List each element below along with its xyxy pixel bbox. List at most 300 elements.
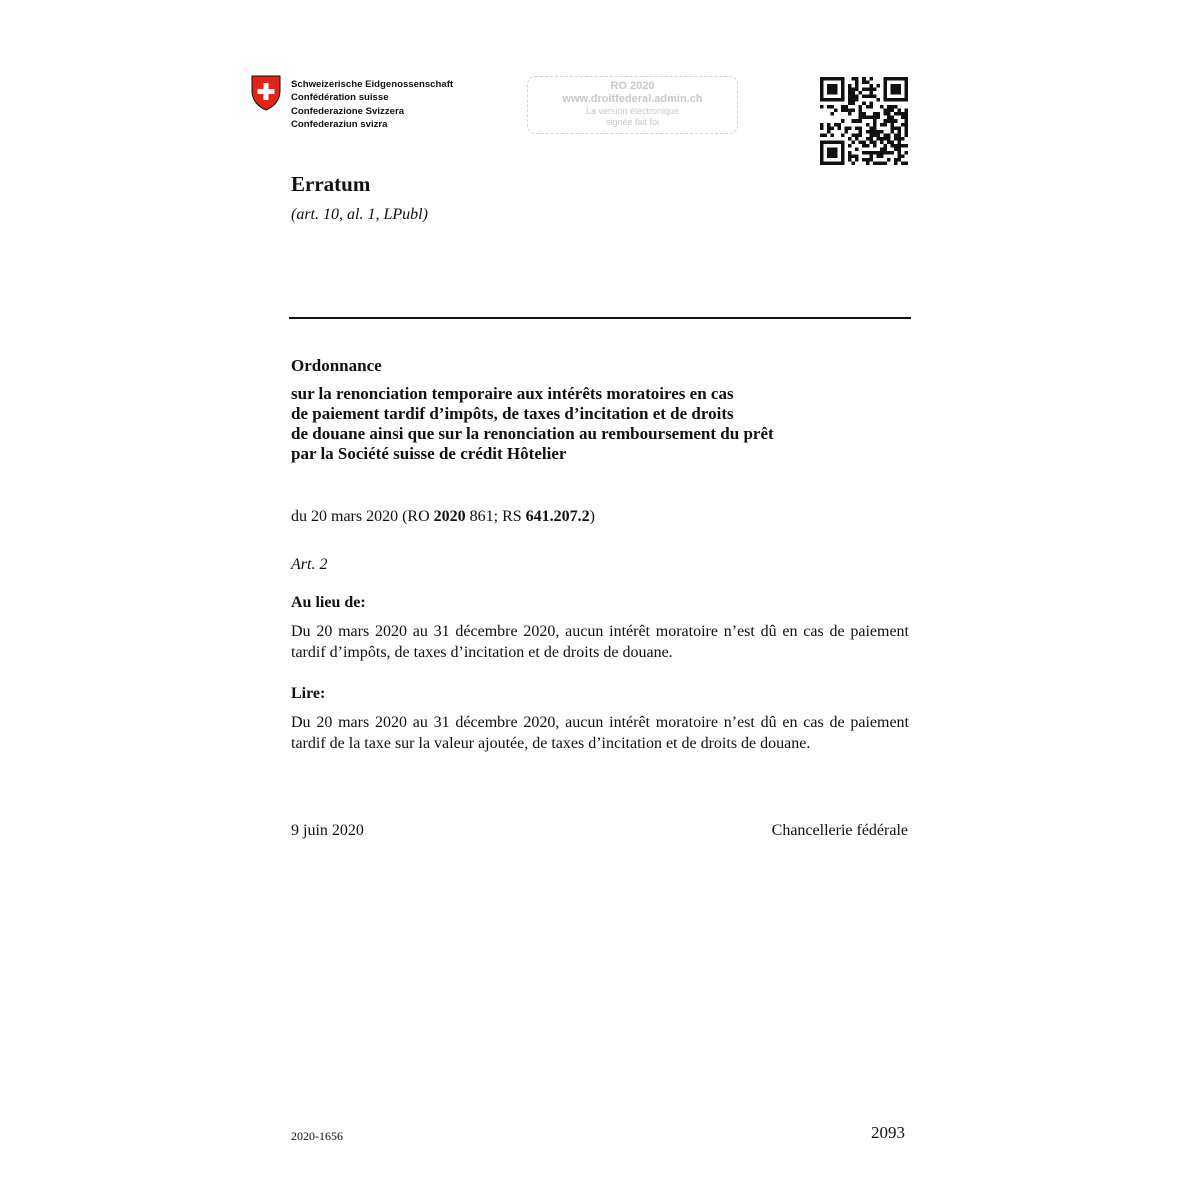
qr-module	[897, 144, 901, 148]
qr-module	[904, 112, 908, 116]
qr-module	[820, 84, 824, 88]
qr-module	[880, 154, 884, 158]
qr-module	[820, 81, 824, 85]
signature-authority: Chancellerie fédérale	[771, 822, 908, 839]
qr-module	[873, 112, 877, 116]
qr-module	[883, 161, 887, 165]
qr-module	[831, 140, 835, 144]
page-number: 2093	[871, 1123, 905, 1142]
qr-module	[869, 137, 873, 141]
qr-module	[862, 95, 866, 99]
qr-module	[859, 116, 863, 120]
qr-module	[827, 77, 831, 81]
qr-module	[883, 151, 887, 155]
qr-module	[887, 105, 891, 109]
qr-module	[866, 144, 870, 148]
qr-module	[841, 81, 845, 85]
qr-module	[894, 133, 898, 137]
qr-code-icon	[820, 77, 908, 165]
qr-module	[820, 147, 824, 151]
qr-module	[873, 123, 877, 127]
instead-heading: Au lieu de:	[291, 594, 366, 611]
qr-module	[894, 147, 898, 151]
qr-module	[887, 116, 891, 120]
qr-module	[848, 144, 852, 148]
date-reference	[291, 508, 595, 526]
qr-module	[827, 126, 831, 130]
qr-module	[862, 112, 866, 116]
qr-module	[831, 88, 835, 92]
authenticity-stamp	[527, 76, 738, 134]
qr-module	[883, 144, 887, 148]
ordinance-title-line: de paiement tardif d’impôts, de taxes d’incitation et de droits	[291, 404, 734, 423]
qr-module	[887, 77, 891, 81]
qr-module	[848, 95, 852, 99]
qr-module	[890, 105, 894, 109]
qr-module	[866, 116, 870, 120]
qr-module	[834, 147, 838, 151]
qr-module	[831, 77, 835, 81]
qr-module	[848, 151, 852, 155]
qr-module	[824, 77, 828, 81]
qr-module	[845, 109, 849, 113]
qr-module	[834, 84, 838, 88]
qr-module	[883, 109, 887, 113]
qr-module	[834, 123, 838, 127]
federation-name-rm: Confederaziun svizra	[291, 119, 388, 131]
qr-module	[831, 161, 835, 165]
qr-module	[827, 91, 831, 95]
qr-module	[855, 84, 859, 88]
qr-module	[869, 91, 873, 95]
qr-module	[820, 140, 824, 144]
qr-module	[883, 123, 887, 127]
qr-module	[855, 81, 859, 85]
qr-module	[838, 123, 842, 127]
qr-module	[897, 133, 901, 137]
qr-module	[852, 77, 856, 81]
qr-module	[887, 137, 891, 141]
qr-module	[876, 133, 880, 137]
qr-module	[894, 91, 898, 95]
qr-module	[880, 137, 884, 141]
qr-module	[887, 98, 891, 102]
qr-module	[897, 151, 901, 155]
qr-module	[904, 88, 908, 92]
date-ref-prefix: du 20 mars 2020 (RO	[291, 508, 434, 525]
qr-module	[841, 109, 845, 113]
stamp-url: www.droitfederal.admin.ch	[562, 93, 703, 105]
qr-module	[820, 161, 824, 165]
qr-module	[855, 95, 859, 99]
qr-module	[887, 133, 891, 137]
qr-module	[901, 98, 905, 102]
qr-module	[834, 98, 838, 102]
qr-module	[859, 105, 863, 109]
qr-module	[820, 77, 824, 81]
qr-module	[852, 133, 856, 137]
qr-module	[824, 140, 828, 144]
qr-module	[897, 137, 901, 141]
qr-module	[834, 91, 838, 95]
qr-module	[883, 137, 887, 141]
qr-module	[901, 112, 905, 116]
qr-module	[897, 154, 901, 158]
ordinance-title-line: de douane ainsi que sur la renonciation au remboursement du prêt	[291, 424, 774, 443]
qr-module	[897, 140, 901, 144]
qr-module	[845, 126, 849, 130]
ordinance-label: Ordonnance	[291, 356, 382, 375]
ro-page: 861; RS	[465, 508, 526, 525]
qr-module	[855, 119, 859, 123]
qr-module	[855, 88, 859, 92]
qr-module	[883, 88, 887, 92]
qr-module	[869, 154, 873, 158]
qr-module	[859, 130, 863, 134]
qr-module	[901, 161, 905, 165]
qr-module	[859, 140, 863, 144]
qr-module	[904, 130, 908, 134]
qr-module	[876, 137, 880, 141]
qr-module	[831, 133, 835, 137]
qr-module	[848, 102, 852, 106]
qr-module	[841, 119, 845, 123]
qr-module	[824, 133, 828, 137]
qr-module	[834, 77, 838, 81]
qr-module	[880, 130, 884, 134]
qr-module	[876, 112, 880, 116]
qr-module	[866, 81, 870, 85]
qr-module	[838, 161, 842, 165]
qr-module	[883, 77, 887, 81]
qr-module	[894, 126, 898, 130]
ordinance-title	[291, 384, 891, 464]
qr-module	[841, 91, 845, 95]
qr-module	[897, 109, 901, 113]
qr-module	[901, 144, 905, 148]
qr-module	[841, 158, 845, 162]
qr-module	[880, 151, 884, 155]
qr-module	[827, 123, 831, 127]
qr-module	[827, 140, 831, 144]
qr-module	[897, 84, 901, 88]
qr-module	[852, 88, 856, 92]
qr-module	[866, 137, 870, 141]
qr-module	[890, 109, 894, 113]
qr-module	[883, 119, 887, 123]
qr-module	[897, 130, 901, 134]
qr-module	[873, 144, 877, 148]
qr-module	[838, 140, 842, 144]
qr-module	[897, 98, 901, 102]
title-divider	[289, 317, 911, 319]
qr-module	[904, 161, 908, 165]
qr-module	[873, 140, 877, 144]
qr-module	[862, 77, 866, 81]
qr-module	[834, 151, 838, 155]
qr-module	[887, 151, 891, 155]
qr-module	[831, 126, 835, 130]
qr-module	[866, 130, 870, 134]
qr-module	[848, 84, 852, 88]
qr-module	[820, 91, 824, 95]
qr-module	[894, 158, 898, 162]
federation-name-fr: Confédération suisse	[291, 92, 389, 104]
qr-module	[862, 102, 866, 106]
qr-module	[890, 98, 894, 102]
qr-module	[838, 98, 842, 102]
qr-module	[897, 77, 901, 81]
qr-module	[866, 88, 870, 92]
qr-module	[848, 137, 852, 141]
qr-module	[873, 130, 877, 134]
qr-module	[890, 84, 894, 88]
qr-module	[904, 116, 908, 120]
qr-module	[887, 140, 891, 144]
qr-module	[834, 161, 838, 165]
qr-module	[873, 126, 877, 130]
qr-module	[873, 116, 877, 120]
stamp-note-2: signée fait foi	[605, 117, 660, 127]
qr-module	[831, 91, 835, 95]
qr-module	[855, 133, 859, 137]
date-ref-suffix: )	[589, 508, 595, 525]
qr-module	[890, 144, 894, 148]
qr-module	[883, 147, 887, 151]
federation-name-de: Schweizerische Eidgenossenschaft	[291, 79, 454, 90]
qr-module	[876, 116, 880, 120]
stamp-note-1: La version électronique	[585, 106, 680, 116]
qr-module	[904, 91, 908, 95]
qr-module	[897, 158, 901, 162]
qr-module	[869, 77, 873, 81]
qr-module	[887, 109, 891, 113]
qr-module	[855, 126, 859, 130]
qr-module	[866, 158, 870, 162]
qr-module	[855, 77, 859, 81]
qr-module	[848, 112, 852, 116]
qr-module	[901, 137, 905, 141]
qr-module	[890, 91, 894, 95]
qr-module	[824, 98, 828, 102]
qr-module	[897, 126, 901, 130]
qr-module	[841, 84, 845, 88]
qr-module	[820, 95, 824, 99]
qr-module	[834, 88, 838, 92]
qr-module	[880, 105, 884, 109]
qr-module	[894, 88, 898, 92]
qr-module	[894, 77, 898, 81]
qr-module	[859, 112, 863, 116]
qr-module	[876, 161, 880, 165]
qr-module	[827, 154, 831, 158]
qr-module	[869, 84, 873, 88]
qr-module	[831, 84, 835, 88]
qr-module	[831, 154, 835, 158]
qr-module	[869, 151, 873, 155]
ordinance-title-line: par la Société suisse de crédit Hôtelier	[291, 444, 567, 463]
qr-module	[901, 154, 905, 158]
qr-module	[820, 126, 824, 130]
qr-module	[876, 98, 880, 102]
legal-reference: (art. 10, al. 1, LPubl)	[291, 206, 428, 223]
qr-module	[820, 123, 824, 127]
qr-module	[820, 154, 824, 158]
qr-module	[904, 151, 908, 155]
federation-names	[291, 78, 453, 132]
qr-module	[855, 98, 859, 102]
qr-module	[859, 119, 863, 123]
qr-module	[866, 123, 870, 127]
qr-module	[841, 88, 845, 92]
qr-module	[852, 109, 856, 113]
qr-module	[834, 140, 838, 144]
qr-module	[873, 88, 877, 92]
qr-module	[894, 161, 898, 165]
qr-module	[887, 119, 891, 123]
read-text: Du 20 mars 2020 au 31 décembre 2020, aucun intérêt moratoire n’est dû en cas de paiement tardif de la taxe sur la valeur ajoutée, de taxes d’incitation et de droits de douane.	[291, 714, 909, 752]
qr-module	[904, 119, 908, 123]
qr-module	[883, 95, 887, 99]
qr-module	[862, 144, 866, 148]
qr-module	[880, 161, 884, 165]
qr-module	[880, 140, 884, 144]
document-title: Erratum	[291, 172, 371, 196]
qr-module	[869, 88, 873, 92]
qr-module	[834, 154, 838, 158]
ro-year: 2020	[433, 508, 466, 525]
qr-module	[876, 154, 880, 158]
qr-module	[904, 133, 908, 137]
qr-module	[831, 147, 835, 151]
qr-module	[852, 161, 856, 165]
qr-module	[852, 95, 856, 99]
qr-module	[897, 88, 901, 92]
qr-module	[841, 144, 845, 148]
qr-module	[904, 84, 908, 88]
qr-module	[904, 144, 908, 148]
qr-module	[894, 105, 898, 109]
qr-module	[890, 77, 894, 81]
qr-module	[827, 130, 831, 134]
qr-module	[852, 154, 856, 158]
qr-module	[855, 154, 859, 158]
read-heading: Lire:	[291, 685, 326, 702]
qr-module	[859, 126, 863, 130]
qr-module	[827, 105, 831, 109]
qr-module	[820, 151, 824, 155]
qr-module	[820, 158, 824, 162]
rs-number: 641.207.2	[525, 508, 590, 525]
qr-module	[904, 126, 908, 130]
qr-module	[841, 140, 845, 144]
article-label: Art. 2	[291, 556, 328, 573]
federation-name-it: Confederazione Svizzera	[291, 105, 405, 117]
qr-module	[827, 98, 831, 102]
qr-module	[880, 123, 884, 127]
qr-module	[873, 119, 877, 123]
qr-module	[838, 77, 842, 81]
qr-module	[904, 123, 908, 127]
qr-module	[890, 88, 894, 92]
qr-module	[848, 109, 852, 113]
qr-module	[890, 119, 894, 123]
qr-module	[824, 161, 828, 165]
qr-module	[866, 95, 870, 99]
stamp-ro: RO 2020	[610, 80, 655, 92]
qr-module	[831, 151, 835, 155]
qr-module	[834, 109, 838, 113]
qr-module	[862, 116, 866, 120]
qr-module	[855, 158, 859, 162]
qr-module	[820, 144, 824, 148]
qr-module	[827, 88, 831, 92]
qr-module	[841, 133, 845, 137]
qr-module	[869, 140, 873, 144]
ordinance-title-line: sur la renonciation temporaire aux intérêts moratoires en cas	[291, 384, 734, 403]
qr-module	[820, 98, 824, 102]
qr-module	[862, 81, 866, 85]
qr-module	[873, 161, 877, 165]
qr-module	[841, 151, 845, 155]
qr-module	[890, 130, 894, 134]
qr-module	[869, 133, 873, 137]
qr-module	[862, 151, 866, 155]
qr-module	[827, 151, 831, 155]
qr-module	[894, 119, 898, 123]
qr-module	[876, 151, 880, 155]
qr-module	[890, 116, 894, 120]
qr-module	[859, 109, 863, 113]
qr-module	[862, 140, 866, 144]
qr-module	[887, 112, 891, 116]
qr-module	[848, 98, 852, 102]
qr-module	[845, 130, 849, 134]
qr-module	[869, 116, 873, 120]
qr-module	[866, 161, 870, 165]
qr-module	[883, 91, 887, 95]
qr-module	[883, 98, 887, 102]
qr-module	[862, 88, 866, 92]
qr-module	[873, 151, 877, 155]
qr-module	[904, 77, 908, 81]
qr-module	[904, 95, 908, 99]
document-number: 2020-1656	[291, 1129, 343, 1143]
qr-module	[894, 84, 898, 88]
qr-module	[869, 130, 873, 134]
qr-module	[820, 133, 824, 137]
qr-module	[897, 147, 901, 151]
qr-module	[904, 98, 908, 102]
swiss-coat-of-arms-icon	[251, 75, 281, 111]
qr-module	[890, 123, 894, 127]
qr-module	[848, 126, 852, 130]
qr-module	[873, 133, 877, 137]
qr-module	[859, 133, 863, 137]
qr-module	[831, 98, 835, 102]
qr-module	[827, 84, 831, 88]
qr-module	[862, 158, 866, 162]
qr-module	[897, 112, 901, 116]
qr-module	[894, 112, 898, 116]
qr-module	[880, 147, 884, 151]
qr-module	[852, 91, 856, 95]
qr-module	[901, 77, 905, 81]
qr-module	[890, 126, 894, 130]
qr-module	[873, 95, 877, 99]
qr-module	[838, 126, 842, 130]
qr-module	[869, 105, 873, 109]
